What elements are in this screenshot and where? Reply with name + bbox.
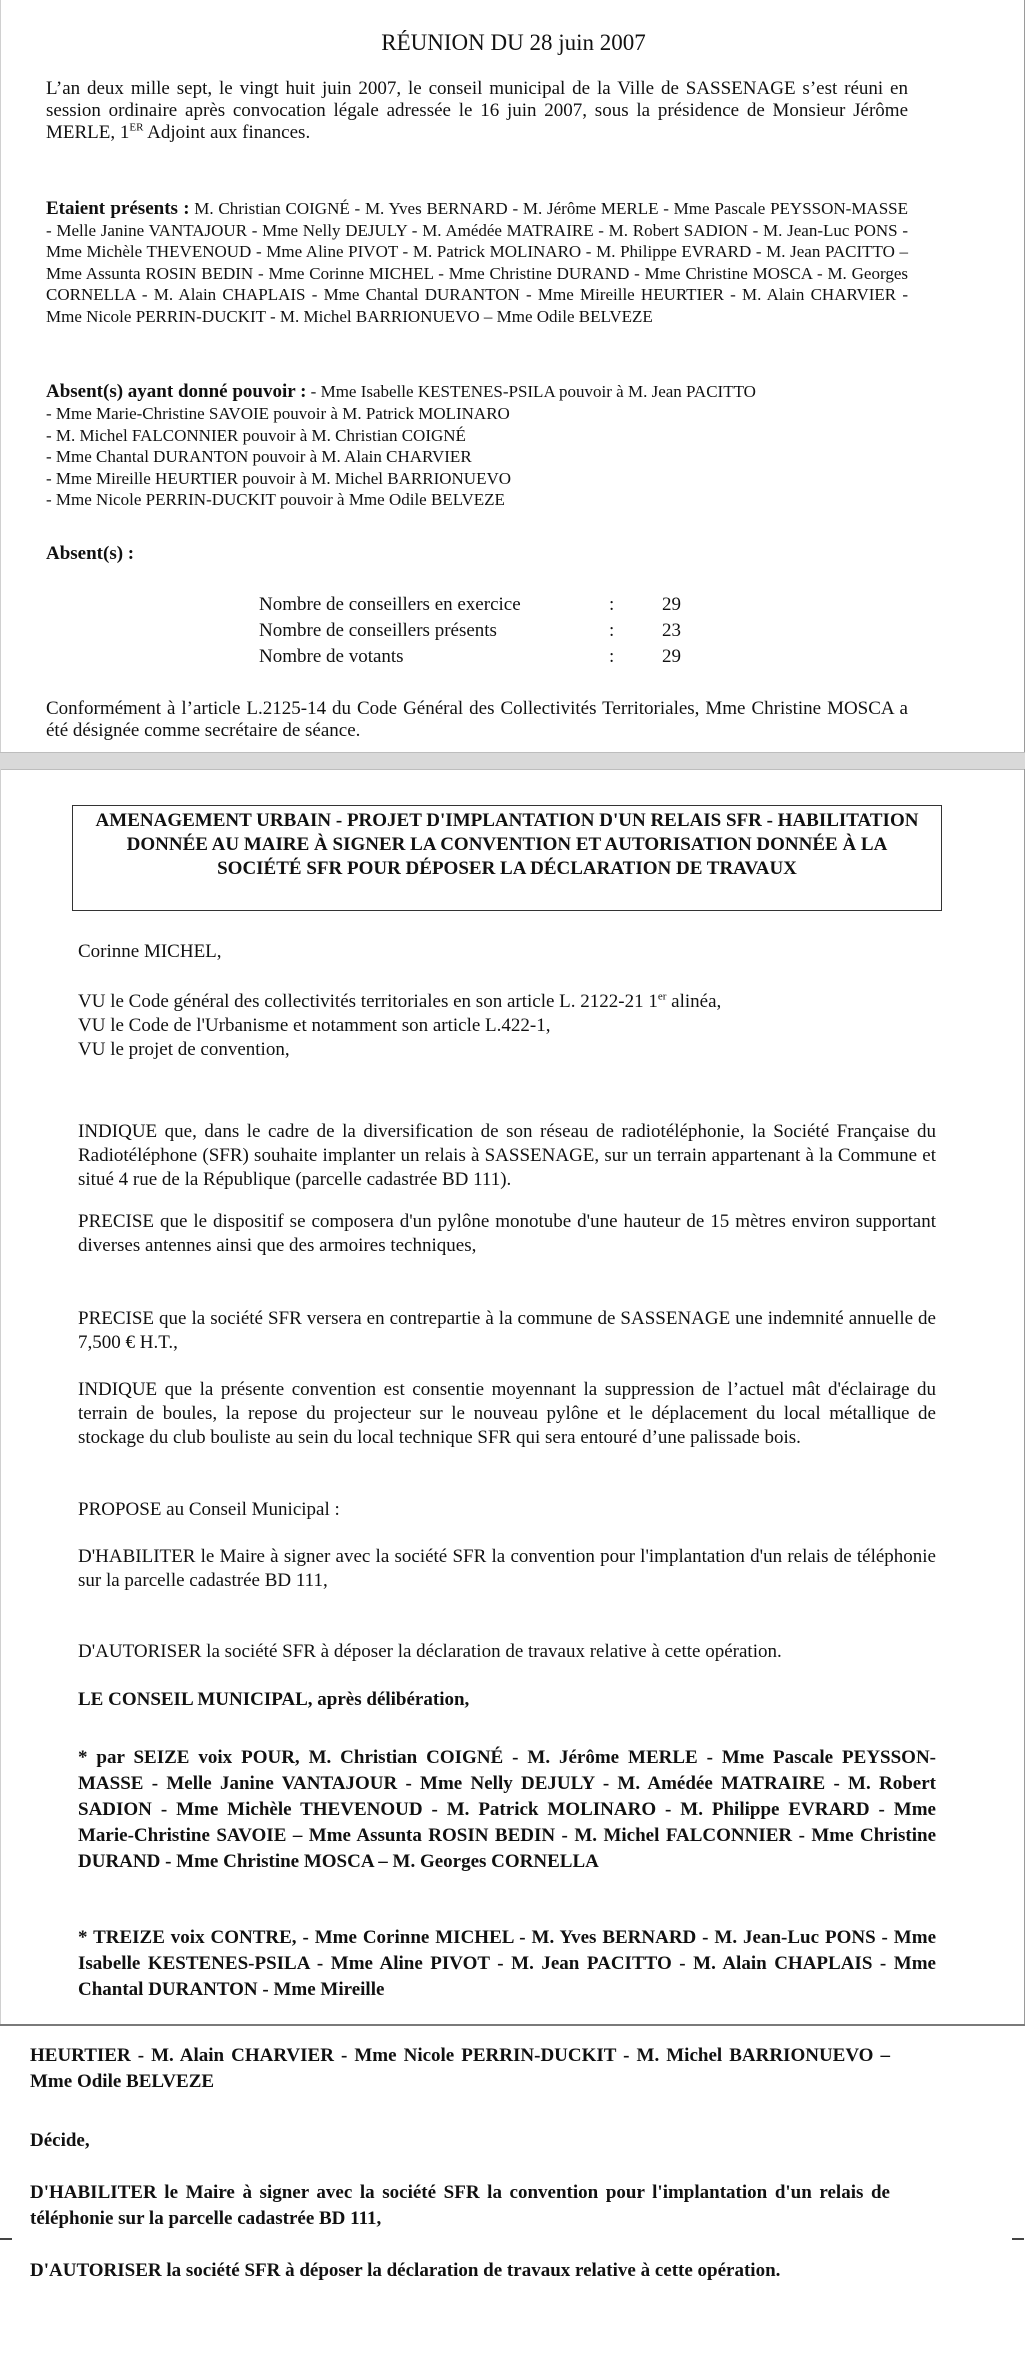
list-item: - Mme Nicole PERRIN-DUCKIT pouvoir à Mme Odile BELVEZE <box>46 490 505 509</box>
stat-value: 29 <box>662 646 681 667</box>
presents-list: M. Christian COIGNÉ - M. Yves BERNARD - M. Jérôme MERLE - Mme Pascale PEYSSON-MASSE - Melle Janine VANTAJOUR - Mme Nelly DEJULY - M. Amédée MATRAIRE - M. Robert SADION - M. Jean-Luc PONS - Mme Michèle THEVENOUD - Mme Aline PIVOT - M. Patrick MOLINARO - M. Philippe EVRARD - M. Jean PACITTO – Mme Assunta ROSIN BEDIN - Mme Corinne MICHEL - Mme Christine DURAND - Mme Christine MOSCA - M. Georges CORNELLA - M. Alain CHAPLAIS - Mme Chantal DURANTON - Mme Mireille HEURTIER - M. Alain CHARVIER - Mme Nicole PERRIN-DUCKIT - M. Michel BARRIONUEVO – Mme Odile BELVEZE <box>46 199 909 326</box>
propose-paragraph: PROPOSE au Conseil Municipal : <box>78 1499 340 1520</box>
vu-block <box>78 990 936 1062</box>
list-item: - Mme Mireille HEURTIER pouvoir à M. Michel BARRIONUEVO <box>46 468 512 488</box>
conseil-paragraph: LE CONSEIL MUNICIPAL, après délibération, <box>78 1689 470 1710</box>
stat-value: 23 <box>662 620 681 641</box>
intro-paragraph <box>46 78 908 144</box>
meeting-header-section <box>0 0 1025 752</box>
stats-table <box>259 592 702 670</box>
absents-pouvoir-item: - Mme Isabelle KESTENES-PSILA pouvoir à M. Jean PACITTO <box>306 382 756 401</box>
stat-label: Nombre de votants <box>259 646 404 667</box>
vu-superscript: er <box>657 990 667 1003</box>
decide-label: Décide, <box>30 2130 90 2151</box>
precise-paragraph: PRECISE que la société SFR versera en contrepartie à la commune de SASSENAGE une indemnité annuelle de 7,500 € H.T., <box>78 1308 936 1353</box>
intro-text: L’an deux mille sept, le vingt huit juin 2007, le conseil municipal de la Ville de SASSENAGE s’est réuni en session ordinaire après convocation légale adressée le 16 juin 2007, sous la présidence de Monsieur Jérôme MERLE, 1 <box>46 78 908 143</box>
vu-text-end: alinéa, <box>666 991 722 1012</box>
vote-contre-paragraph: * TREIZE voix CONTRE, - Mme Corinne MICHEL - M. Yves BERNARD - M. Jean-Luc PONS - Mme Isabelle KESTENES-PSILA - Mme Aline PIVOT - M. Jean PACITTO - M. Alain CHAPLAIS - Mme Chantal DURANTON - Mme Mireille <box>78 1927 936 2000</box>
stat-colon: : <box>609 594 615 615</box>
indique-paragraph: INDIQUE que la présente convention est consentie moyennant la suppression de l’actuel mât d'éclairage du terrain de boules, la repose du projecteur sur le nouveau pylône et le déplacement du local métallique de stockage du club bouliste au sein du local technique SFR qui sera entouré d’une palissade bois. <box>78 1379 936 1448</box>
list-item: - Mme Marie-Christine SAVOIE pouvoir à M. Patrick MOLINARO <box>46 404 510 423</box>
vu-line: VU le projet de convention, <box>78 1039 290 1060</box>
stat-row <box>259 618 702 644</box>
precise-paragraph: PRECISE que le dispositif se composera d'un pylône monotube d'une hauteur de 15 mètres environ supportant diverses antennes ainsi que des armoires techniques, <box>78 1211 936 1256</box>
vu-text: VU le Code général des collectivités territoriales en son article L. 2122-21 1 <box>78 991 658 1012</box>
absents-pouvoir-label: Absent(s) ayant donné pouvoir : <box>46 381 307 402</box>
stat-value: 29 <box>662 594 681 615</box>
habiliter-paragraph: D'HABILITER le Maire à signer avec la société SFR la convention pour l'implantation d'un relais de téléphonie sur la parcelle cadastrée BD 111, <box>78 1546 936 1591</box>
rapporteur: Corinne MICHEL, <box>78 941 222 962</box>
absents-pouvoir-first <box>46 381 946 403</box>
stat-label: Nombre de conseillers présents <box>259 620 497 641</box>
margin-mark <box>1012 2238 1024 2240</box>
stat-colon: : <box>609 620 615 641</box>
vu-line <box>78 990 936 1014</box>
list-item: - M. Michel FALCONNIER pouvoir à M. Christian COIGNÉ <box>46 425 466 445</box>
secretaire-paragraph: Conformément à l’article L.2125-14 du Code Général des Collectivités Territoriales, Mme Christine MOSCA a été désignée comme secrétaire de séance. <box>46 698 908 741</box>
absents-label: Absent(s) : <box>46 543 135 564</box>
habiliter-decision: D'HABILITER le Maire à signer avec la société SFR la convention pour l'implantation d'un relais de téléphonie sur la parcelle cadastrée BD 111, <box>30 2182 890 2229</box>
presents-label: Etaient présents : <box>46 198 190 219</box>
intro-superscript: ER <box>129 121 144 134</box>
autoriser-paragraph: D'AUTORISER la société SFR à déposer la déclaration de travaux relative à cette opération. <box>78 1641 782 1662</box>
deliberation-title-box: AMENAGEMENT URBAIN - PROJET D'IMPLANTATION D'UN RELAIS SFR - HABILITATION DONNÉE AU MAIRE À SIGNER LA CONVENTION ET AUTORISATION DONNÉE À LA SOCIÉTÉ SFR POUR DÉPOSER LA DÉCLARATION DE TRAVAUX <box>72 805 942 911</box>
stat-colon: : <box>609 646 615 667</box>
vote-pour-paragraph: * par SEIZE voix POUR, M. Christian COIGNÉ - M. Jérôme MERLE - Mme Pascale PEYSSON-MASSE - Melle Janine VANTAJOUR - Mme Nelly DEJULY - M. Amédée MATRAIRE - M. Robert SADION - Mme Michèle THEVENOUD - M. Patrick MOLINARO - M. Philippe EVRARD - Mme Marie-Christine SAVOIE – Mme Assunta ROSIN BEDIN - M. Michel FALCONNIER - Mme Christine DURAND - Mme Christine MOSCA – M. Georges CORNELLA <box>78 1747 936 1872</box>
intro-text-end: Adjoint aux finances. <box>143 122 311 143</box>
list-item: - Mme Chantal DURANTON pouvoir à M. Alain CHARVIER <box>46 447 472 466</box>
stat-label: Nombre de conseillers en exercice <box>259 594 521 615</box>
page-title: RÉUNION DU 28 juin 2007 <box>381 30 646 55</box>
page-separator <box>0 752 1025 770</box>
stat-row <box>259 592 702 618</box>
vu-line: VU le Code de l'Urbanisme et notamment son article L.422-1, <box>78 1015 551 1036</box>
autoriser-decision: D'AUTORISER la société SFR à déposer la déclaration de travaux relative à cette opération. <box>30 2260 781 2281</box>
presents-paragraph <box>46 198 908 327</box>
vote-contre-continuation: HEURTIER - M. Alain CHARVIER - Mme Nicole PERRIN-DUCKIT - M. Michel BARRIONUEVO – Mme Odile BELVEZE <box>30 2045 890 2092</box>
indique-paragraph: INDIQUE que, dans le cadre de la diversification de son réseau de radiotéléphonie, la Société Française du Radiotéléphone (SFR) souhaite implanter un relais à SASSENAGE, sur un terrain appartenant à la Commune et situé 4 rue de la République (parcelle cadastrée BD 111). <box>78 1121 936 1190</box>
stat-row <box>259 644 702 670</box>
absents-pouvoir-list <box>46 403 511 511</box>
margin-mark <box>0 2238 12 2240</box>
